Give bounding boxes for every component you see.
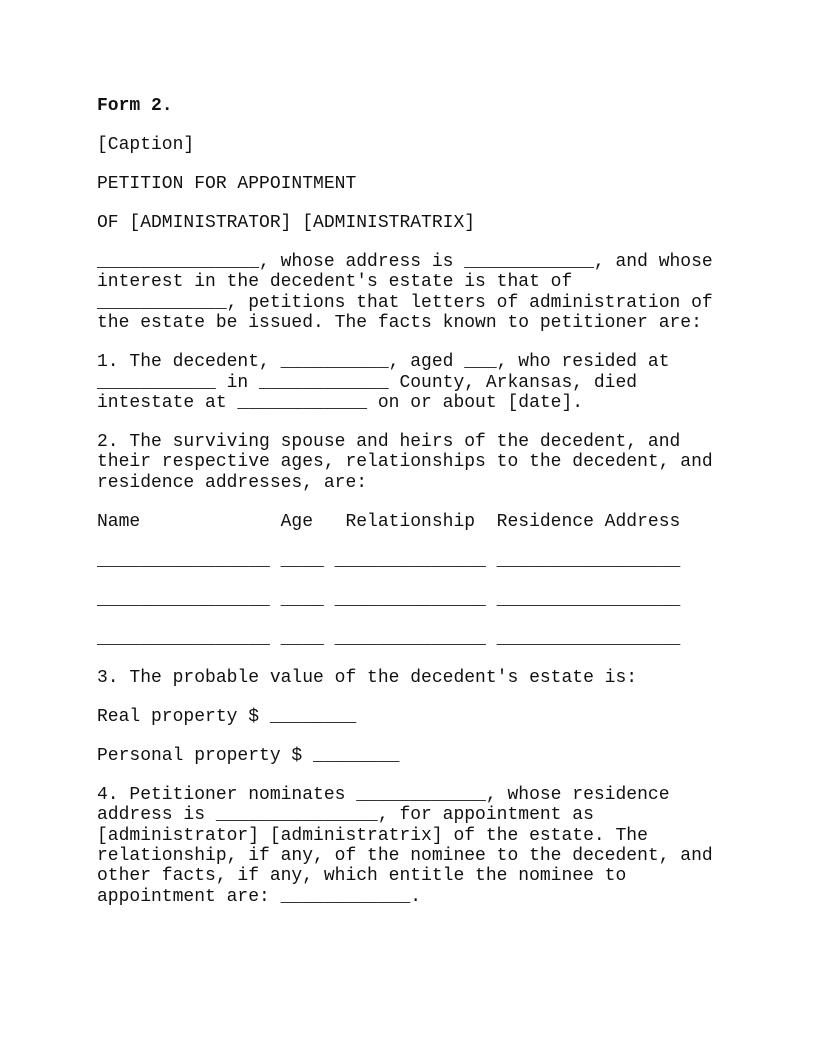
intro-paragraph xyxy=(97,252,777,334)
title-line-1: PETITION FOR APPOINTMENT xyxy=(97,174,357,194)
text-line: the estate be issued. The facts known to petitioner are: xyxy=(97,313,702,334)
text-line: appointment are: ____________. xyxy=(97,886,422,907)
text-line: 1. The decedent, __________, aged ___, who resided at xyxy=(97,352,670,373)
personal-property-line: Personal property $ ________ xyxy=(97,745,400,766)
text-line: _______________, whose address is ____________, and whose xyxy=(97,252,713,272)
text-line: residence addresses, are: xyxy=(97,472,368,493)
text-line: ____________, petitions that letters of administration of xyxy=(97,292,713,313)
item-2-paragraph xyxy=(97,432,777,493)
text-line: relationship, if any, of the nominee to the decedent, and xyxy=(97,846,713,867)
document-page xyxy=(97,96,777,926)
real-property-line: Real property $ ________ xyxy=(97,706,357,727)
text-line: intestate at ____________ on or about [date]. xyxy=(97,393,584,414)
text-line: address is _______________, for appointment as xyxy=(97,805,594,826)
text-line: interest in the decedent's estate is that of xyxy=(97,272,573,293)
text-line: 4. Petitioner nominates ____________, whose residence xyxy=(97,784,670,805)
text-line: 2. The surviving spouse and heirs of the decedent, and xyxy=(97,432,681,453)
item-4-paragraph xyxy=(97,785,777,907)
heirs-table-row: ________________ ____ ______________ _________________ xyxy=(97,589,681,610)
form-heading: Form 2. xyxy=(97,96,173,116)
text-line: [administrator] [administratrix] of the estate. The xyxy=(97,825,648,846)
heirs-table-row: ________________ ____ ______________ _________________ xyxy=(97,550,681,571)
item-1-paragraph xyxy=(97,352,777,413)
text-line: their respective ages, relationships to the decedent, and xyxy=(97,452,713,473)
text-line: ___________ in ____________ County, Arkansas, died xyxy=(97,372,638,393)
heirs-table-header: Name Age Relationship Residence Address xyxy=(97,511,681,532)
text-line: other facts, if any, which entitle the nominee to xyxy=(97,866,627,887)
title-line-2: OF [ADMINISTRATOR] [ADMINISTRATRIX] xyxy=(97,213,476,233)
caption: [Caption] xyxy=(97,135,195,155)
heirs-table-row: ________________ ____ ______________ _________________ xyxy=(97,628,681,649)
item-3-paragraph: 3. The probable value of the decedent's estate is: xyxy=(97,667,638,688)
